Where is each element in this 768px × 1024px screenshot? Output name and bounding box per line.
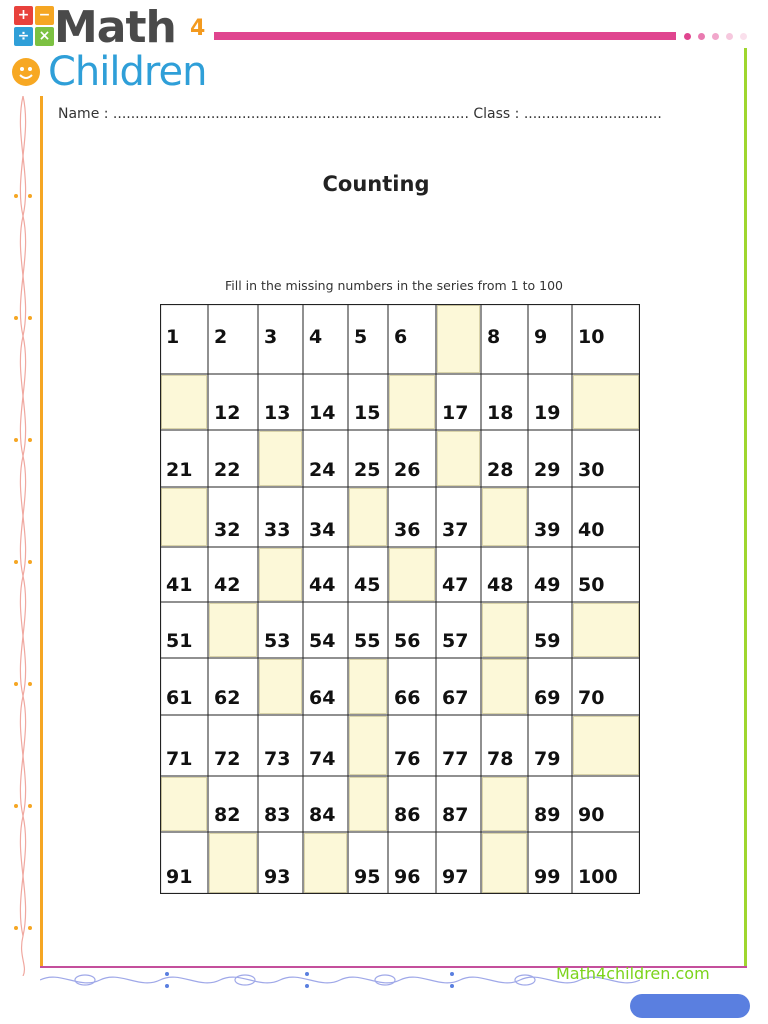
worksheet-instruction: Fill in the missing numbers in the series from 1 to 100	[225, 278, 563, 293]
plus-block: +	[14, 6, 33, 25]
grid-number: 13	[264, 402, 291, 424]
grid-number: 19	[534, 402, 561, 424]
grid-lines	[160, 304, 640, 894]
grid-number: 66	[394, 687, 421, 709]
grid-number: 17	[442, 402, 469, 424]
grid-number: 73	[264, 748, 291, 770]
grid-number: 9	[534, 326, 548, 348]
header-pink-bar	[214, 32, 676, 40]
grid-number: 22	[214, 459, 241, 481]
grid-number: 84	[309, 804, 336, 826]
divide-block: ÷	[14, 27, 33, 46]
grid-number: 30	[578, 459, 605, 481]
grid-number: 99	[534, 866, 561, 888]
grid-number: 91	[166, 866, 193, 888]
grid-number: 57	[442, 630, 469, 652]
grid-number: 12	[214, 402, 241, 424]
grid-number: 21	[166, 459, 193, 481]
grid-number: 56	[394, 630, 421, 652]
grid-number: 100	[578, 866, 618, 888]
grid-number: 59	[534, 630, 561, 652]
smiley-icon	[12, 58, 40, 86]
grid-number: 4	[309, 326, 323, 348]
logo-text-children: Children	[48, 49, 207, 95]
grid-number: 41	[166, 574, 193, 596]
grid-number: 71	[166, 748, 193, 770]
grid-number: 42	[214, 574, 241, 596]
grid-number: 55	[354, 630, 381, 652]
grid-number: 37	[442, 519, 469, 541]
grid-number: 67	[442, 687, 469, 709]
grid-number: 74	[309, 748, 336, 770]
grid-number: 34	[309, 519, 336, 541]
grid-number: 87	[442, 804, 469, 826]
grid-number: 61	[166, 687, 193, 709]
name-class-line: Name : ................................................................................ Class : ...............................	[58, 106, 662, 122]
grid-number: 82	[214, 804, 241, 826]
bottom-ornament-decoration	[40, 968, 640, 992]
grid-number: 1	[166, 326, 180, 348]
math4children-logo	[6, 2, 216, 94]
logo-text-four: 4	[190, 16, 206, 41]
grid-number: 90	[578, 804, 605, 826]
grid-number: 44	[309, 574, 336, 596]
header-dot	[726, 33, 733, 40]
header-dot	[740, 33, 747, 40]
grid-number: 45	[354, 574, 381, 596]
grid-number: 14	[309, 402, 336, 424]
grid-number: 97	[442, 866, 469, 888]
grid-number: 77	[442, 748, 469, 770]
footer-site-link[interactable]: Math4children.com	[556, 964, 710, 983]
minus-block: −	[35, 6, 54, 25]
grid-number: 6	[394, 326, 408, 348]
grid-number: 48	[487, 574, 514, 596]
math-blocks-icon	[14, 6, 56, 50]
grid-number: 25	[354, 459, 381, 481]
grid-number: 95	[354, 866, 381, 888]
grid-number: 33	[264, 519, 291, 541]
grid-number: 69	[534, 687, 561, 709]
worksheet-title: Counting	[322, 172, 430, 196]
grid-number: 62	[214, 687, 241, 709]
grid-number: 28	[487, 459, 514, 481]
grid-number: 96	[394, 866, 421, 888]
grid-number: 18	[487, 402, 514, 424]
grid-number: 47	[442, 574, 469, 596]
left-border	[40, 96, 43, 966]
grid-number: 15	[354, 402, 381, 424]
grid-number: 54	[309, 630, 336, 652]
grid-number: 29	[534, 459, 561, 481]
logo-text-math: Math	[54, 2, 176, 53]
grid-number: 78	[487, 748, 514, 770]
grid-number: 2	[214, 326, 228, 348]
footer-pill-decoration	[630, 994, 750, 1018]
grid-number: 76	[394, 748, 421, 770]
grid-number: 64	[309, 687, 336, 709]
grid-number: 89	[534, 804, 561, 826]
number-grid	[160, 304, 640, 894]
grid-number: 93	[264, 866, 291, 888]
grid-number: 32	[214, 519, 241, 541]
grid-number: 39	[534, 519, 561, 541]
grid-number: 70	[578, 687, 605, 709]
header-dot	[712, 33, 719, 40]
header-dot	[698, 33, 705, 40]
grid-number: 3	[264, 326, 278, 348]
grid-number: 40	[578, 519, 605, 541]
grid-number: 53	[264, 630, 291, 652]
grid-number: 51	[166, 630, 193, 652]
grid-number: 24	[309, 459, 336, 481]
grid-number: 83	[264, 804, 291, 826]
header-dot	[684, 33, 691, 40]
grid-number: 10	[578, 326, 605, 348]
grid-number: 26	[394, 459, 421, 481]
grid-number: 8	[487, 326, 501, 348]
grid-number: 72	[214, 748, 241, 770]
left-ornament-decoration	[10, 96, 36, 976]
grid-number: 79	[534, 748, 561, 770]
grid-number: 5	[354, 326, 368, 348]
grid-number: 36	[394, 519, 421, 541]
times-block: ×	[35, 27, 54, 46]
grid-number: 49	[534, 574, 561, 596]
grid-number: 50	[578, 574, 605, 596]
grid-number: 86	[394, 804, 421, 826]
